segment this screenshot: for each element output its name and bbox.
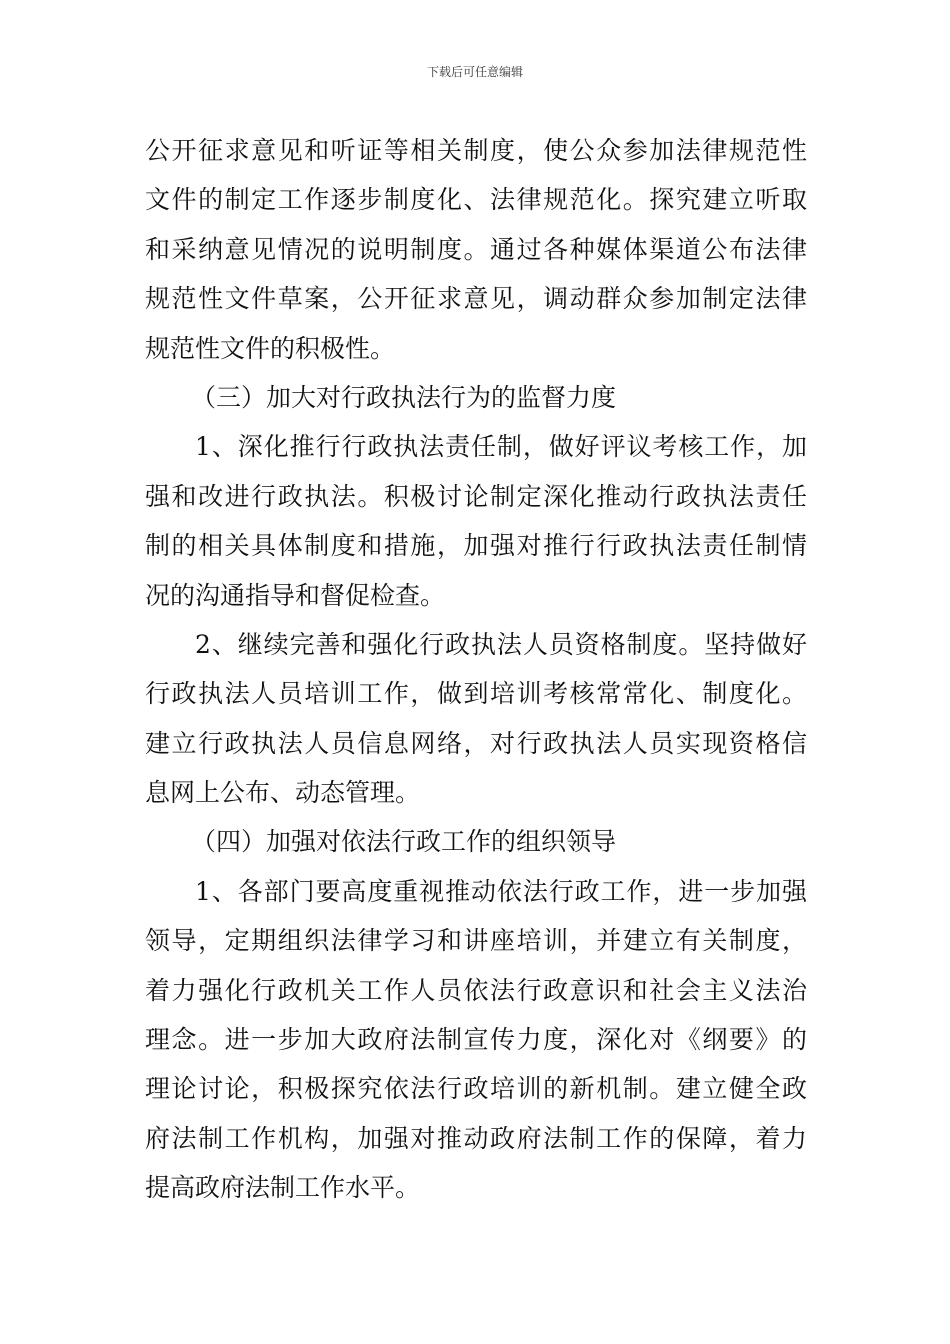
text-line: 理论讨论，积极探究依法行政培训的新机制。建立健全政	[145, 1074, 807, 1104]
text-line: 1、各部门要高度重视推动依法行政工作，进一步加强	[195, 876, 807, 906]
text-line: 制的相关具体制度和措施，加强对推行行政执法责任制情	[145, 531, 807, 561]
text-line: 文件的制定工作逐步制度化、法律规范化。探究建立听取	[145, 185, 807, 215]
text-line: 1、深化推行行政执法责任制，做好评议考核工作，加	[195, 432, 807, 462]
text-line: 况的沟通指导和督促检查。	[145, 580, 446, 610]
text-line: 规范性文件的积极性。	[145, 333, 396, 363]
text-line: 府法制工作机构，加强对推动政府法制工作的保障，着力	[145, 1123, 807, 1153]
text-line: 理念。进一步加大政府法制宣传力度，深化对《纲要》的	[145, 1025, 807, 1055]
text-line: 规范性文件草案，公开征求意见，调动群众参加制定法律	[145, 284, 807, 314]
text-line: 和采纳意见情况的说明制度。通过各种媒体渠道公布法律	[145, 234, 807, 264]
document-body	[145, 126, 807, 1213]
text-line: 强和改进行政执法。积极讨论制定深化推动行政执法责任	[145, 481, 807, 511]
text-line: 着力强化行政机关工作人员依法行政意识和社会主义法治	[145, 975, 807, 1005]
text-line: 提高政府法制工作水平。	[145, 1173, 421, 1203]
text-line: 领导，定期组织法律学习和讲座培训，并建立有关制度，	[145, 926, 807, 956]
page-header: 下载后可任意编辑	[426, 65, 523, 79]
section-heading: （四）加强对依法行政工作的组织领导	[191, 827, 617, 857]
text-line: 行政执法人员培训工作，做到培训考核常常化、制度化。	[145, 679, 807, 709]
text-line: 建立行政执法人员信息网络，对行政执法人员实现资格信	[145, 728, 807, 758]
section-heading: （三）加大对行政执法行为的监督力度	[191, 382, 617, 412]
text-line: 2、继续完善和强化行政执法人员资格制度。坚持做好	[195, 629, 807, 659]
text-line: 公开征求意见和听证等相关制度，使公众参加法律规范性	[145, 136, 807, 165]
text-line: 息网上公布、动态管理。	[145, 778, 421, 808]
